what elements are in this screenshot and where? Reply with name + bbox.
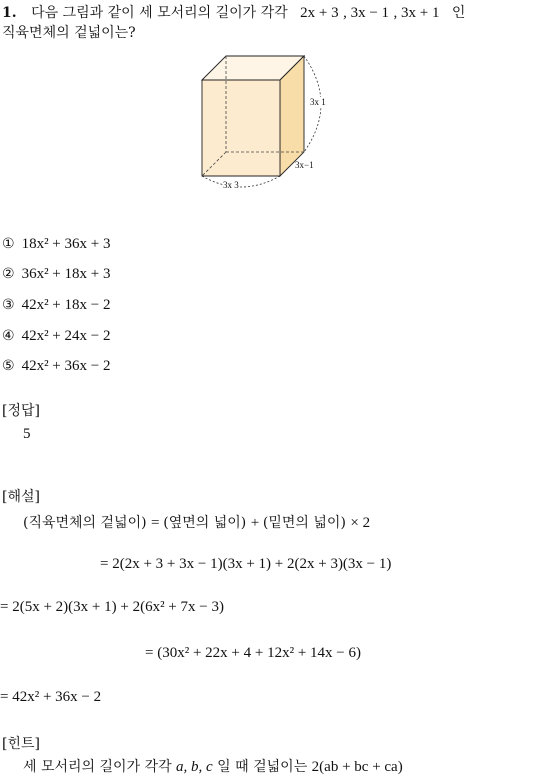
hint-vars: a, b, c (176, 759, 213, 775)
choice-2[interactable] (2, 266, 110, 283)
choice-expr-3: 42x² + 18x − 2 (21, 297, 111, 313)
choice-expr-1: 18x² + 36x + 3 (21, 236, 111, 252)
solution-term-side: (옆면의 넓이) (163, 515, 247, 531)
solution-line-5: = 42x² + 36x − 2 (0, 689, 102, 705)
edge-length-3: 3x + 1 (400, 5, 440, 21)
choice-1[interactable] (2, 236, 110, 253)
choice-expr-4: 42x² + 24x − 2 (21, 328, 111, 344)
question-line-1: 1. 다음 그림과 같이 세 모서리의 길이가 각각 2x + 3 , 3x − 1 , 3x + 1 인 (2, 5, 466, 21)
question-text: 다음 그림과 같이 세 모서리의 길이가 각각 (31, 5, 288, 21)
choice-mark-5: ⑤ (2, 358, 15, 374)
hint-text (23, 756, 403, 776)
hint-text-1: 세 모서리의 길이가 각각 (23, 759, 172, 775)
solution-line-1: (직육면체의 겉넓이) = (옆면의 넓이) + (밑면의 넓이) × 2 (23, 515, 371, 531)
solution-term-tail: × 2 (350, 515, 371, 531)
box-diagram (198, 52, 338, 192)
solution-line-2: = 2(2x + 3 + 3x − 1)(3x + 1) + 2(2x + 3)(3x − 1) (100, 556, 392, 572)
answer-value: 5 (23, 426, 31, 442)
hint-heading: [힌트] (2, 736, 40, 752)
solution-term-surface: (직육면체의 겉넓이) (23, 515, 147, 531)
hint-text-2: 일 때 겉넓이는 (217, 759, 308, 775)
solution-heading: [해설] (2, 489, 40, 505)
answer-heading: [정답] (2, 403, 40, 419)
box-figure (198, 52, 338, 196)
choice-expr-5: 42x² + 36x − 2 (21, 358, 111, 374)
question-line-2: 직육면체의 겉넓이는? (2, 25, 136, 41)
label-depth: 3x−1 (295, 160, 314, 170)
choice-mark-2: ② (2, 266, 15, 282)
solution-line-4: = (30x² + 22x + 4 + 12x² + 14x − 6) (145, 645, 361, 661)
choice-4[interactable] (2, 328, 110, 345)
choice-expr-2: 36x² + 18x + 3 (21, 266, 111, 282)
edge-length-2: 3x − 1 (350, 5, 390, 21)
label-width: 3x 3 (223, 180, 239, 190)
label-height: 3x 1 (310, 97, 326, 107)
question-text-end: 인 (451, 5, 466, 21)
edge-length-1: 2x + 3 (300, 5, 339, 21)
choice-mark-1: ① (2, 236, 15, 252)
choice-mark-3: ③ (2, 297, 15, 313)
choice-3[interactable] (2, 297, 110, 314)
solution-line-3: = 2(5x + 2)(3x + 1) + 2(6x² + 7x − 3) (0, 599, 224, 615)
solution-term-base: (밑면의 넓이) (262, 515, 346, 531)
question-number: 1. (2, 5, 17, 21)
choice-mark-4: ④ (2, 328, 15, 344)
hint-formula: 2(ab + bc + ca) (311, 759, 403, 775)
choice-5[interactable] (2, 358, 110, 375)
